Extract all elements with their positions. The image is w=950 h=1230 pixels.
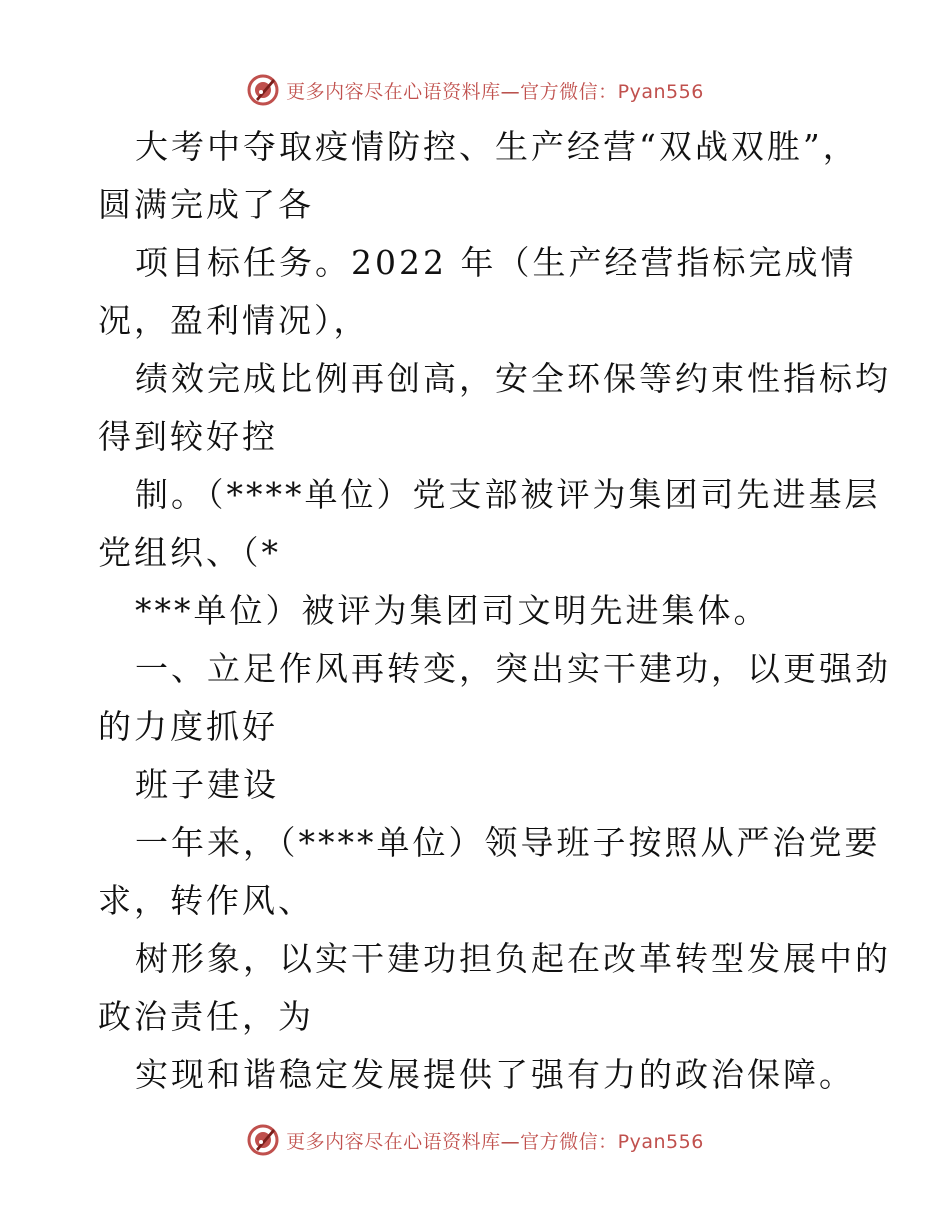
watermark-text — [286, 77, 704, 104]
section-heading-line: 班子建设 — [135, 765, 279, 804]
text-line: 实现和谐稳定发展提供了强有力的政治保障。 — [135, 1055, 855, 1094]
watermark-main: 更多内容尽在心语资料库 — [286, 80, 501, 103]
watermark-header — [0, 70, 950, 110]
section-heading-line: 的力度抓好 — [98, 707, 278, 746]
watermark-footer — [0, 1120, 950, 1160]
text-line: 制。（****单位）党支部被评为集团司先进基层 — [135, 475, 881, 514]
text-line: ***单位）被评为集团司文明先进集体。 — [135, 591, 770, 630]
text-line: 圆满完成了各 — [98, 185, 314, 224]
pen-logo-icon — [246, 1123, 280, 1157]
text-line: 政治责任，为 — [98, 997, 314, 1036]
text-line: 得到较好控 — [98, 417, 278, 456]
text-line: 绩效完成比例再创高，安全环保等约束性指标均 — [135, 359, 891, 398]
text-line: 一年来，（****单位）领导班子按照从严治党要 — [135, 823, 881, 862]
section-heading-line: 一、立足作风再转变，突出实干建功，以更强劲 — [135, 649, 891, 688]
text-line: 求，转作风、 — [98, 881, 314, 920]
watermark-text — [286, 1127, 704, 1154]
text-line: 党组织、（* — [98, 533, 281, 572]
watermark-tail: 官方微信：Pyan556 — [520, 80, 704, 103]
document-body — [98, 118, 891, 1104]
text-line: 况，盈利情况）， — [98, 301, 370, 340]
watermark-tail: 官方微信：Pyan556 — [520, 1130, 704, 1153]
watermark-main: 更多内容尽在心语资料库 — [286, 1130, 501, 1153]
text-line: 项目标任务。2022 年（生产经营指标完成情 — [135, 243, 857, 282]
pen-logo-icon — [246, 73, 280, 107]
watermark-separator: — — [500, 1130, 521, 1153]
text-line: 树形象，以实干建功担负起在改革转型发展中的 — [135, 939, 891, 978]
text-line: 大考中夺取疫情防控、生产经营“双战双胜”， — [135, 127, 859, 166]
watermark-separator: — — [500, 80, 521, 103]
